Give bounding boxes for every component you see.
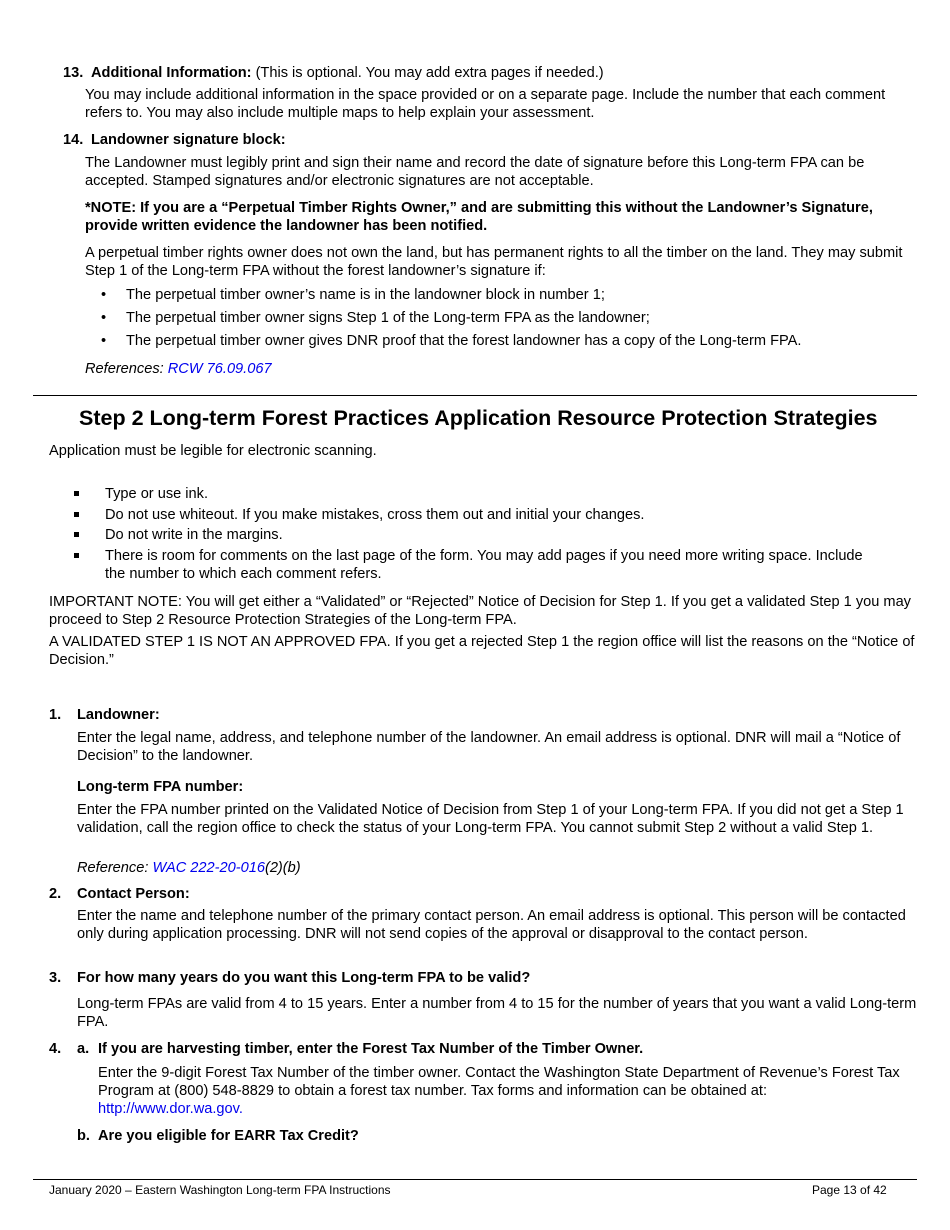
item-3-body: Long-term FPAs are valid from 4 to 15 years. Enter a number from 4 to 15 for the number of years that you want a valid Long-term FPA. [77, 996, 917, 1030]
validated-note: A VALIDATED STEP 1 IS NOT AN APPROVED FPA. If you get a rejected Step 1 the region office will list the reasons on the “Notice of Decision.” [49, 634, 915, 668]
footer-divider [33, 1179, 917, 1180]
square-bullet-icon [74, 532, 79, 537]
wac-link[interactable]: WAC 222-20-016 [152, 860, 265, 876]
item-number: 13. [63, 65, 84, 81]
legibility-note: Application must be legible for electronic scanning. [49, 443, 377, 459]
list-item-text: Do not write in the margins. [105, 527, 283, 543]
reference-label: Reference: [77, 860, 153, 876]
bullet-icon: • [101, 287, 107, 303]
item-number: 4. [49, 1041, 62, 1057]
rcw-link[interactable]: RCW 76.09.067 [167, 361, 272, 377]
item-4a-heading: If you are harvesting timber, enter the Forest Tax Number of the Timber Owner. [98, 1041, 644, 1057]
list-item-text: Type or use ink. [105, 486, 209, 502]
fpa-number-heading: Long-term FPA number: [77, 779, 244, 795]
item-4b-label: b. [77, 1128, 90, 1144]
reference-label: References: [85, 361, 168, 377]
item-1-body: Enter the legal name, address, and telephone number of the landowner. An email address is optional. DNR will mail a “Notice of Decision” to the landowner. [77, 730, 901, 764]
important-note: IMPORTANT NOTE: You will get either a “Validated” or “Rejected” Notice of Decision for Step 1. If you get a validated Step 1 you may proceed to Step 2 Resource Protection Strategies of the Long-term FPA. [49, 594, 911, 628]
section-13-title [91, 64, 921, 82]
square-bullet-icon [74, 491, 79, 496]
item-4a-label: a. [77, 1041, 90, 1057]
item-number: 3. [49, 970, 62, 986]
item-number: 1. [49, 707, 62, 723]
item-1-reference [77, 859, 301, 877]
item-2-heading: Contact Person: [77, 886, 190, 902]
section-14-title: Landowner signature block: [91, 132, 286, 148]
item-4b-heading: Are you eligible for EARR Tax Credit? [98, 1128, 359, 1144]
dor-link[interactable]: http://www.dor.wa.gov. [98, 1101, 243, 1117]
section-note: (This is optional. You may add extra pages if needed.) [251, 65, 604, 81]
step2-title: Step 2 Long-term Forest Practices Application Resource Protection Strategies [79, 406, 878, 430]
section-14-body: The Landowner must legibly print and sign their name and record the date of signature before this Long-term FPA can be accepted. Stamped signatures and/or electronic signatures are not acceptable. [85, 155, 865, 189]
section-divider [33, 395, 917, 396]
item-number: 14. [63, 132, 84, 148]
list-item-text: There is room for comments on the last page of the form. You may add pages if you need more writing space. Include the number to which each comment refers. [105, 548, 863, 582]
item-1-heading: Landowner: [77, 707, 160, 723]
item-4a-body-text: Enter the 9-digit Forest Tax Number of the timber owner. Contact the Washington State Department of Revenue’s Forest Tax Program at (800) 548-8829 to obtain a forest tax number. Tax forms and information can be obtained at: [98, 1065, 900, 1099]
item-3-heading: For how many years do you want this Long-term FPA to be valid? [77, 970, 531, 986]
bullet-icon: • [101, 310, 107, 326]
fpa-number-body: Enter the FPA number printed on the Validated Notice of Decision from Step 1 of your Long-term FPA. If you did not get a Step 1 validation, call the region office to check the status of your Long-term FPA. You cannot submit Step 2 without a valid Step 1. [77, 802, 904, 836]
footer-title: January 2020 – Eastern Washington Long-term FPA Instructions [49, 1183, 391, 1197]
bullet-icon: • [101, 333, 107, 349]
reference-tail: (2)(b) [264, 860, 301, 876]
section-13-body: You may include additional information in the space provided or on a separate page. Include the number that each comment refers to. You may also include multiple maps to help explain your assessment. [85, 87, 886, 121]
square-bullet-icon [74, 512, 79, 517]
section-heading: Additional Information: [91, 65, 252, 81]
list-item-text: The perpetual timber owner signs Step 1 of the Long-term FPA as the landowner; [126, 310, 650, 326]
item-number: 2. [49, 886, 62, 902]
item-2-body: Enter the name and telephone number of the primary contact person. An email address is optional. This person will be contacted only during application processing. DNR will not send copies of the approval or disapproval to the contact person. [77, 908, 906, 942]
square-bullet-icon [74, 553, 79, 558]
page-number: Page 13 of 42 [812, 1183, 887, 1197]
perpetual-owner-note: *NOTE: If you are a “Perpetual Timber Rights Owner,” and are submitting this without the Landowner’s Signature, provide written evidence the landowner has been notified. [85, 200, 873, 234]
section-14-references [85, 360, 272, 378]
perpetual-owner-intro: A perpetual timber rights owner does not own the land, but has permanent rights to all the timber on the land. They may submit Step 1 of the Long-term FPA without the forest landowner’s signature if: [85, 245, 903, 279]
list-item-text: The perpetual timber owner’s name is in the landowner block in number 1; [126, 287, 605, 303]
list-item-text: The perpetual timber owner gives DNR proof that the forest landowner has a copy of the Long-term FPA. [126, 333, 802, 349]
item-4a-body [98, 1064, 908, 1118]
list-item-text: Do not use whiteout. If you make mistakes, cross them out and initial your changes. [105, 507, 645, 523]
